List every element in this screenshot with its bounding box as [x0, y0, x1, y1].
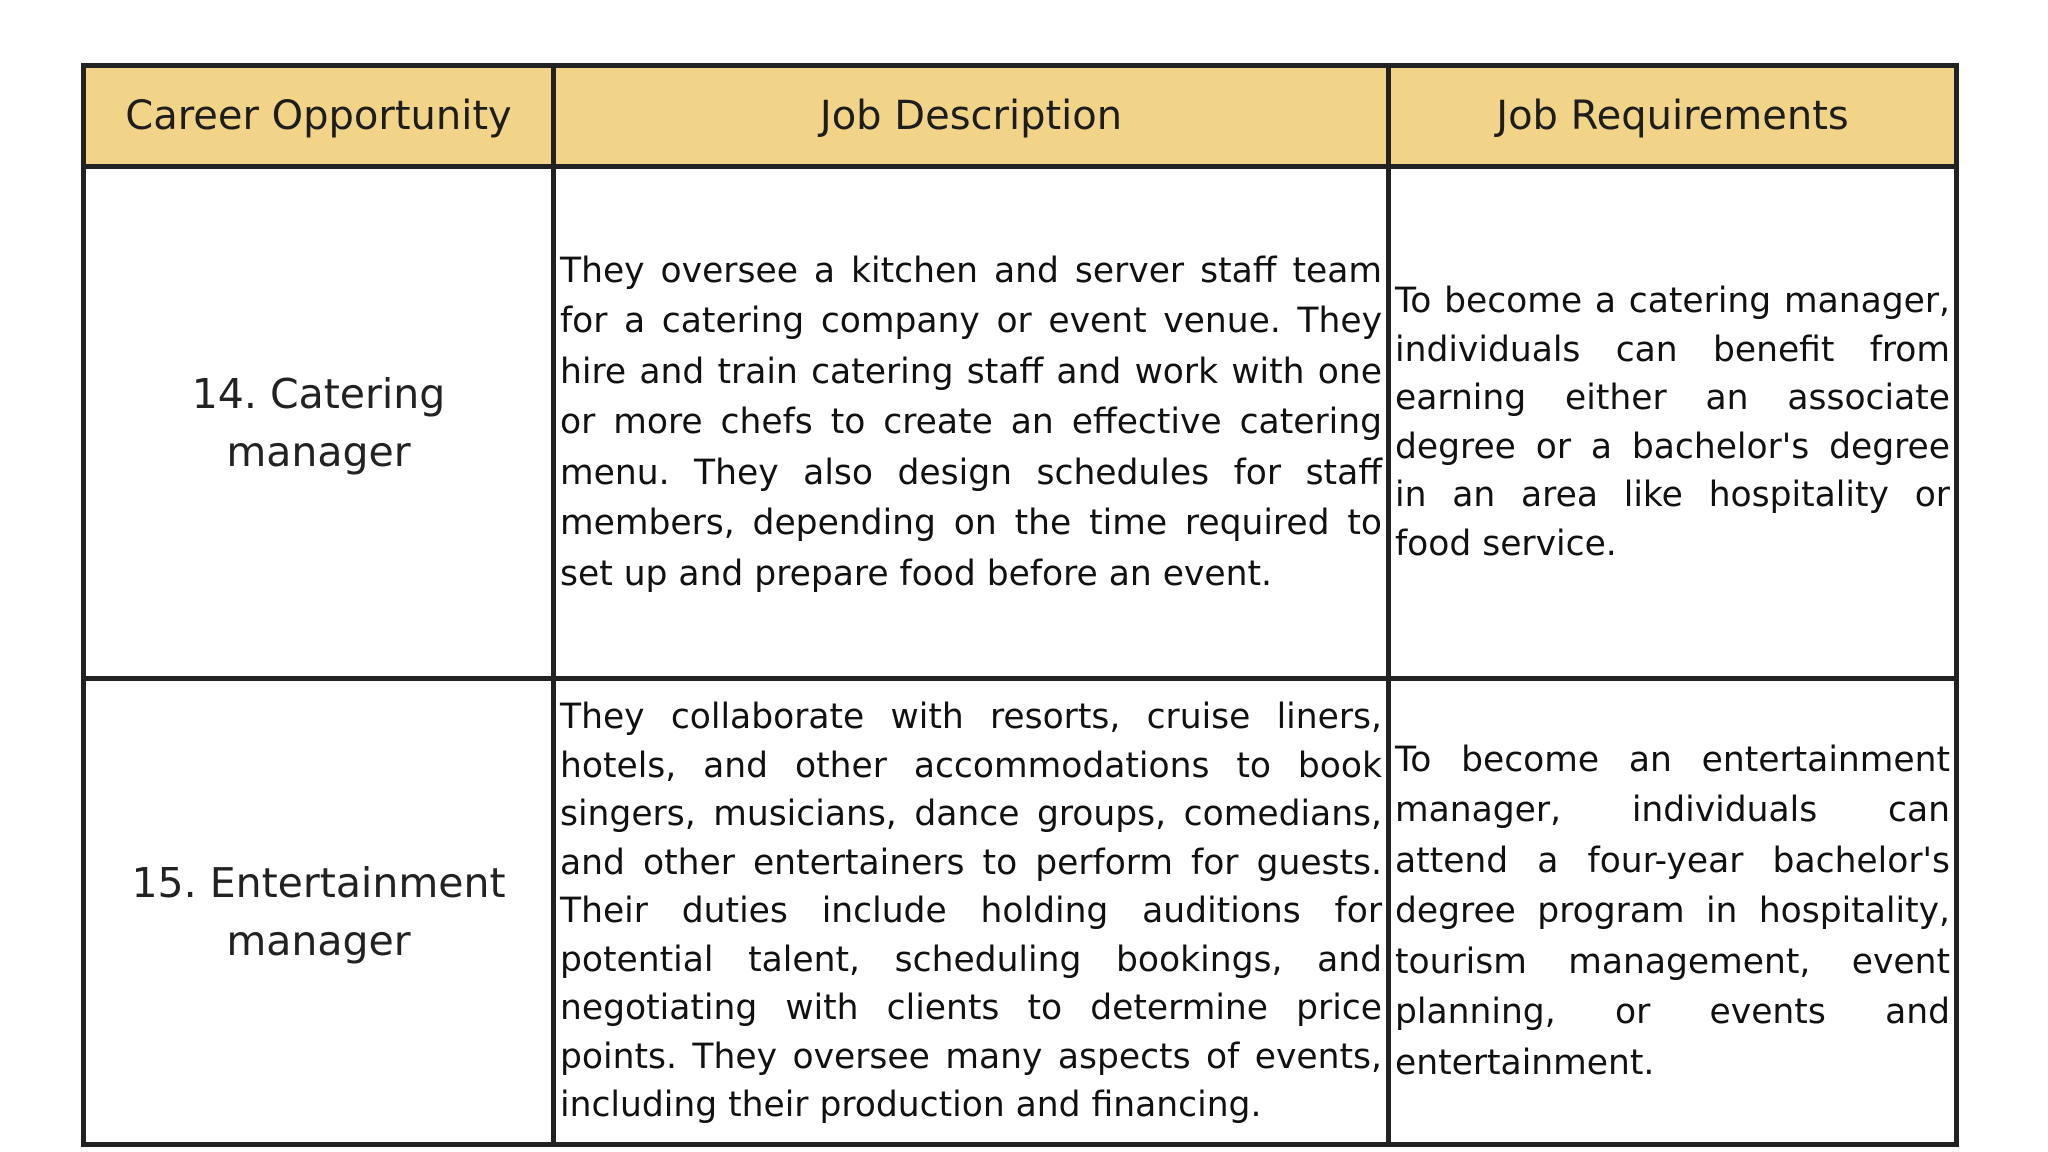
description-cell: They oversee a kitchen and server staff team for a catering company or event venue. They hire and train catering staff and work with one or more chefs to create an effective catering menu. They also design schedules for staff members, depending on the time required to set up and prepare food before an event.	[554, 167, 1389, 679]
requirements-cell: To become an entertainment manager, individuals can attend a four-year bachelor's degree program in hospitality, tourism management, event planning, or events and entertainment.	[1389, 679, 1957, 1145]
career-cell: 15. Entertainment manager	[84, 679, 554, 1145]
header-job-requirements: Job Requirements	[1389, 66, 1957, 167]
table-row	[84, 679, 1957, 1145]
career-cell: 14. Catering manager	[84, 167, 554, 679]
table-body	[84, 167, 1957, 1145]
header-career-opportunity: Career Opportunity	[84, 66, 554, 167]
header-row	[84, 66, 1957, 167]
requirements-cell: To become a catering manager, individuals can benefit from earning either an associate degree or a bachelor's degree in an area like hospitality or food service.	[1389, 167, 1957, 679]
description-cell: They collaborate with resorts, cruise liners, hotels, and other accommodations to book singers, musicians, dance groups, comedians, and other entertainers to perform for guests. Their duties include holding auditions for potential talent, scheduling bookings, and negotiating with clients to determine price points. They oversee many aspects of events, including their production and financing.	[554, 679, 1389, 1145]
table-row	[84, 167, 1957, 679]
header-job-description: Job Description	[554, 66, 1389, 167]
table-header	[84, 66, 1957, 167]
career-opportunities-table	[81, 63, 1959, 1147]
